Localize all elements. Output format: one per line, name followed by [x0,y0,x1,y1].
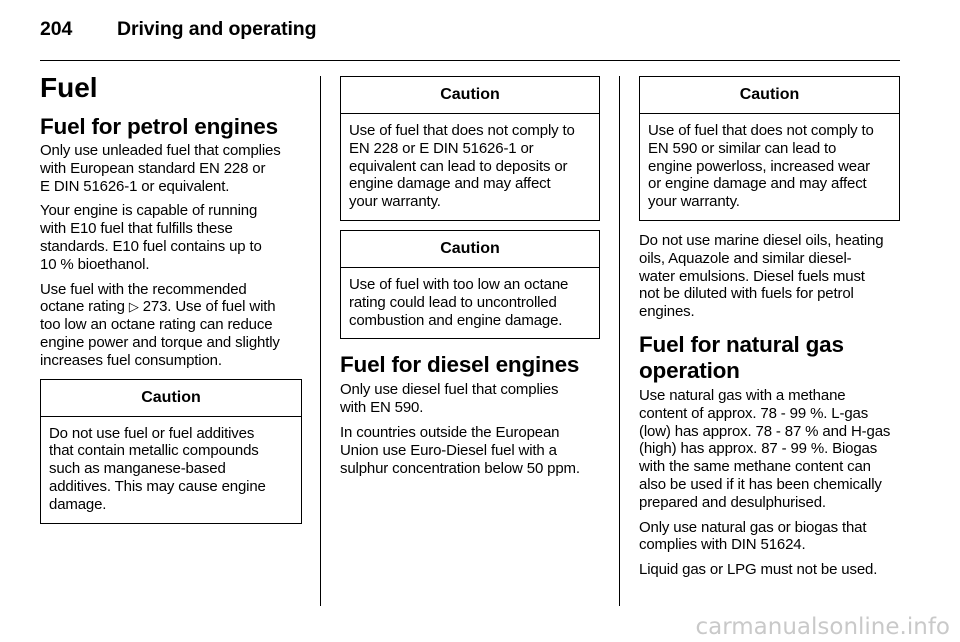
petrol-paragraph-2: Your engine is capable of running with E10 fuel that fulfills these standards. E10 fuel contains up to 10 % bioethanol. [40,202,262,273]
caution-box-fuel-standard [340,76,600,221]
page-reference-link[interactable]: 273. Use of fuel with [142,298,276,316]
section-title: Driving and operating [117,18,317,40]
natural-gas-paragraph-3: Liquid gas or LPG must not be used. [639,561,878,579]
caution-body: Use of fuel that does not comply to EN 590 or similar can lead to engine powerloss, increased wear or engine damage and may affect your warranty. [648,122,874,211]
caution-title: Caution [640,77,899,114]
caution-body: Use of fuel that does not comply to EN 228 or E DIN 51626-1 or equivalent can lead to deposits or engine damage and may affect your warranty. [349,122,575,211]
heading-natural-gas: Fuel for natural gas operation [639,331,844,383]
heading-petrol: Fuel for petrol engines [40,114,278,139]
caution-box-additives [40,379,302,524]
caution-body: Do not use fuel or fuel additives that contain metallic compounds such as manganese-based additives. This may cause engine damage. [49,424,266,513]
heading-diesel: Fuel for diesel engines [340,352,580,378]
caution-title: Caution [341,231,599,268]
column-divider-2 [619,76,620,606]
watermark: carmanualsonline.info [695,614,950,640]
caution-box-en590 [639,76,900,221]
caution-box-octane [340,230,600,339]
caution-title: Caution [41,380,301,417]
natural-gas-paragraph-2: Only use natural gas or biogas that complies with DIN 51624. [639,518,867,554]
petrol-paragraph-1: Only use unleaded fuel that complies with European standard EN 228 or E DIN 51626-1 or equivalent. [40,142,281,195]
page-title: Fuel [40,72,98,103]
column-2 [340,76,600,484]
column-1 [40,72,302,524]
column-3 [639,76,900,586]
diesel-oils-paragraph: Do not use marine diesel oils, heating oils, Aquazole and similar diesel- water emulsions. Diesel fuels must not be diluted with fuels for petrol engines. [639,231,884,321]
diesel-paragraph-1: Only use diesel fuel that complies with EN 590. [340,381,559,417]
caution-body: Use of fuel with too low an octane rating could lead to uncontrolled combustion and engine damage. [349,275,569,329]
caution-title: Caution [341,77,599,114]
diesel-paragraph-2: In countries outside the European Union use Euro-Diesel fuel with a sulphur concentration below 50 ppm. [340,423,580,477]
natural-gas-paragraph-1: Use natural gas with a methane content of approx. 78 - 99 %. L-gas (low) has approx. 78 - 87 % and H-gas (high) has approx. 87 - 99 %. Biogas with the same methane content can also be used if it has been chemically prepared and desulphurised. [639,386,891,511]
page-reference-icon[interactable]: ▷ [128,299,139,315]
page-number: 204 [40,18,73,40]
page-header [40,18,316,41]
header-rule [40,60,900,61]
petrol-paragraph-3: Use fuel with the recommended octane rating ▷ 273. Use of fuel with too low an octane rating can reduce engine power and torque and slightly increases fuel consumption. [40,280,280,369]
column-divider-1 [320,76,321,606]
